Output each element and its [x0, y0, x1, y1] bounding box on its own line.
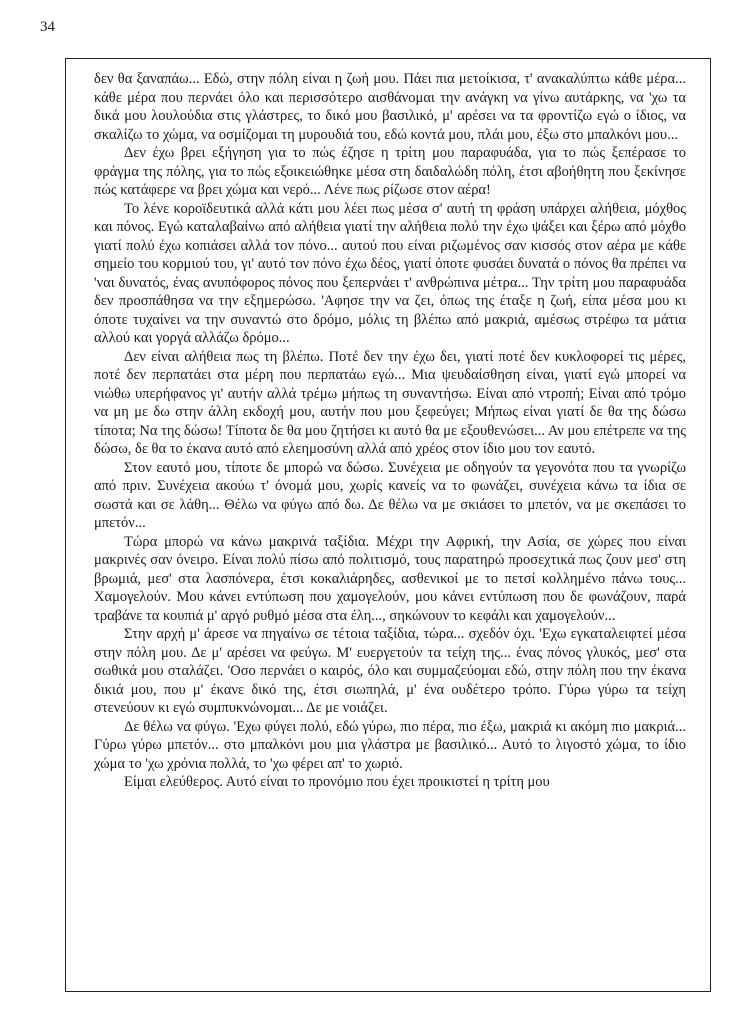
body-text	[94, 70, 686, 792]
paragraph-1: δεν θα ξαναπάω... Εδώ, στην πόλη είναι η ζωή μου. Πάει πια μετοίκισα, τ' ανακαλύπτω κάθε μέρα... κάθε μέρα που περνάει όλο και περισσότερο αισθάνομαι την ανάγκη να γίνω αυτάρκης, να 'χω τα δικά μου λουλούδια στις γλάστρες, το δικό μου βασιλικό, μ' αρέσει να τα φροντίζω εγώ ο ίδιος, να σκαλίζω το χώμα, να οσμίζομαι τη μυρουδιά του, εδώ κοντά μου, πλάι μου, έξω στο μπαλκόνι μου...	[94, 71, 686, 143]
paragraph-5: Στον εαυτό μου, τίποτε δε μπορώ να δώσω. Συνέχεια με οδηγούν τα γεγονότα που τα γνωρίζω από πριν. Συνέχεια ακούω τ' όνομά μου, χωρίς κανείς να το φωνάζει, συνέχεια κάνω τα ίδια σε σωστά και σε λάθη... Θέλω να φύγω από δω. Δε θέλω να με σκιάσει το μπετόν, να με σκεπάσει το μπετόν...	[94, 459, 686, 531]
paragraph-6: Τώρα μπορώ να κάνω μακρινά ταξίδια. Μέχρι την Αφρική, την Ασία, σε χώρες που είναι μακρινές σαν όνειρο. Είναι πολύ πίσω από πολιτισμό, τους παρατηρώ προσεχτικά πως ζουν μεσ' στη βρωμιά, μεσ' στα λασπόνερα, έτσι κοκαλιάρηδες, ασθενικοί με το πετσί κολλημένο πάνω τους... Χαμογελούν. Μου κάνει εντύπωση που χαμογελούν, μου κάνει εντύπωση που δε φωνάζουν, παρά τραβάνε τα κουπιά μ' αργό ρυθμό μέσα στα έλη..., σηκώνουν το κεφάλι και χαμογελούν...	[94, 533, 686, 624]
paragraph-8: Δε θέλω να φύγω. 'Εχω φύγει πολύ, εδώ γύρω, πιο πέρα, πιο έξω, μακριά κι ακόμη πιο μακριά... Γύρω γύρω μπετόν... στο μπαλκόνι μου μια γλάστρα με βασιλικό... Αυτό το λιγοστό χώμα, το ίδιο χώμα το 'χω χρόνια πολλά, το 'χω φέρει απ' το χωριό.	[94, 718, 686, 772]
paragraph-7: Στην αρχή μ' άρεσε να πηγαίνω σε τέτοια ταξίδια, τώρα... σχεδόν όχι. 'Εχω εγκαταλειφτεί μέσα στην πόλη μου. Δε μ' αρέσει να φεύγω. Μ' ευεργετούν τα τείχη της... ένας πόνος γλυκός, μεσ' στα σωθικά μου σταλάζει. 'Οσο περνάει ο καιρός, όλο και συμμαζεύομαι εδώ, στην πόλη που την έκανα δικιά μου, που μ' έκανε δικό της, έτσι σιωπηλά, μ' ένα ουδέτερο τρόπο. Γύρω γύρω τα τείχη στενεύουν κι εγώ συμπυκνώνομαι... Δε με νοιάζει.	[94, 626, 686, 716]
paragraph-9: Είμαι ελεύθερος. Αυτό είναι το προνόμιο που έχει προικιστεί η τρίτη μου	[124, 774, 550, 790]
page-number: 34	[40, 19, 55, 35]
paragraph-3: Το λένε κοροϊδευτικά αλλά κάτι μου λέει πως μέσα σ' αυτή τη φράση υπάρχει αλήθεια, μόχθος και πόνος. Εγώ καταλαβαίνω από αλήθεια γιατί την αλήθεια πολύ την έχω ψάξει και ξέρω από μόχθο γιατί πολύ έχω κοπιάσει αλλά τον πόνο... αυτού που είναι ριζωμένος σαν κισσός στον αέρα με κάθε σημείο του κορμιού του, γι' αυτό τον πόνο έχω δέος, γιατί όποτε φυσάει δυνατά ο πόνος θα πρέπει να 'ναι δυνατός, ένας ανυπόφορος πόνος που ξεπερνάει τ' ανθρώπινα μέτρα... Την τρίτη μου παραφυάδα δεν προσπάθησα να την εξημερώσω. 'Αφησε την να ζει, όπως της έταξε η ζωή, είπα μέσα μου κι όποτε τυχαίνει να την συναντώ στο δρόμο, μόλις τη βλέπω από μακριά, αμέσως στρέφω τα μάτια αλλού και γοργά αλλάζω δρόμο...	[94, 200, 686, 346]
paragraph-2: Δεν έχω βρει εξήγηση για το πώς έζησε η τρίτη μου παραφυάδα, για το πώς ξεπέρασε το φράγμα της πόλης, για το πώς εξοικειώθηκε μέσα στη δαιδαλώδη πόλη, έτσι αβοήθητη που ξεκίνησε πώς κατάφερε να βρει χώμα και νερό... Λένε πως ρίζωσε στον αέρα!	[94, 145, 686, 198]
paragraph-4: Δεν είναι αλήθεια πως τη βλέπω. Ποτέ δεν την έχω δει, γιατί ποτέ δεν κυκλοφορεί τις μέρες, ποτέ δεν περπατάει στα μέρη που περπατάω εγώ... Μια ψευδαίσθηση είναι, γιατί εγώ μπορεί να νιώθω υπερήφανος γι' αυτήν αλλά τρέμω μήπως τη συναντήσω. Είναι από ντροπή; Είναι από τρόμο να μη με δω στην άλλη εκδοχή μου, αυτήν που μου ξεφεύγει; Μήπως είναι γιατί δε θα της δώσω τίποτα; Να της δώσω! Τίποτα δε θα μου ζητήσει κι αυτό θα με εξουθενώσει... Αν μου επέτρεπε να της δώσω, δε θα το έκανα αυτό από ελεημοσύνη αλλά από χρέος στον ίδιο μου τον εαυτό.	[94, 348, 686, 457]
